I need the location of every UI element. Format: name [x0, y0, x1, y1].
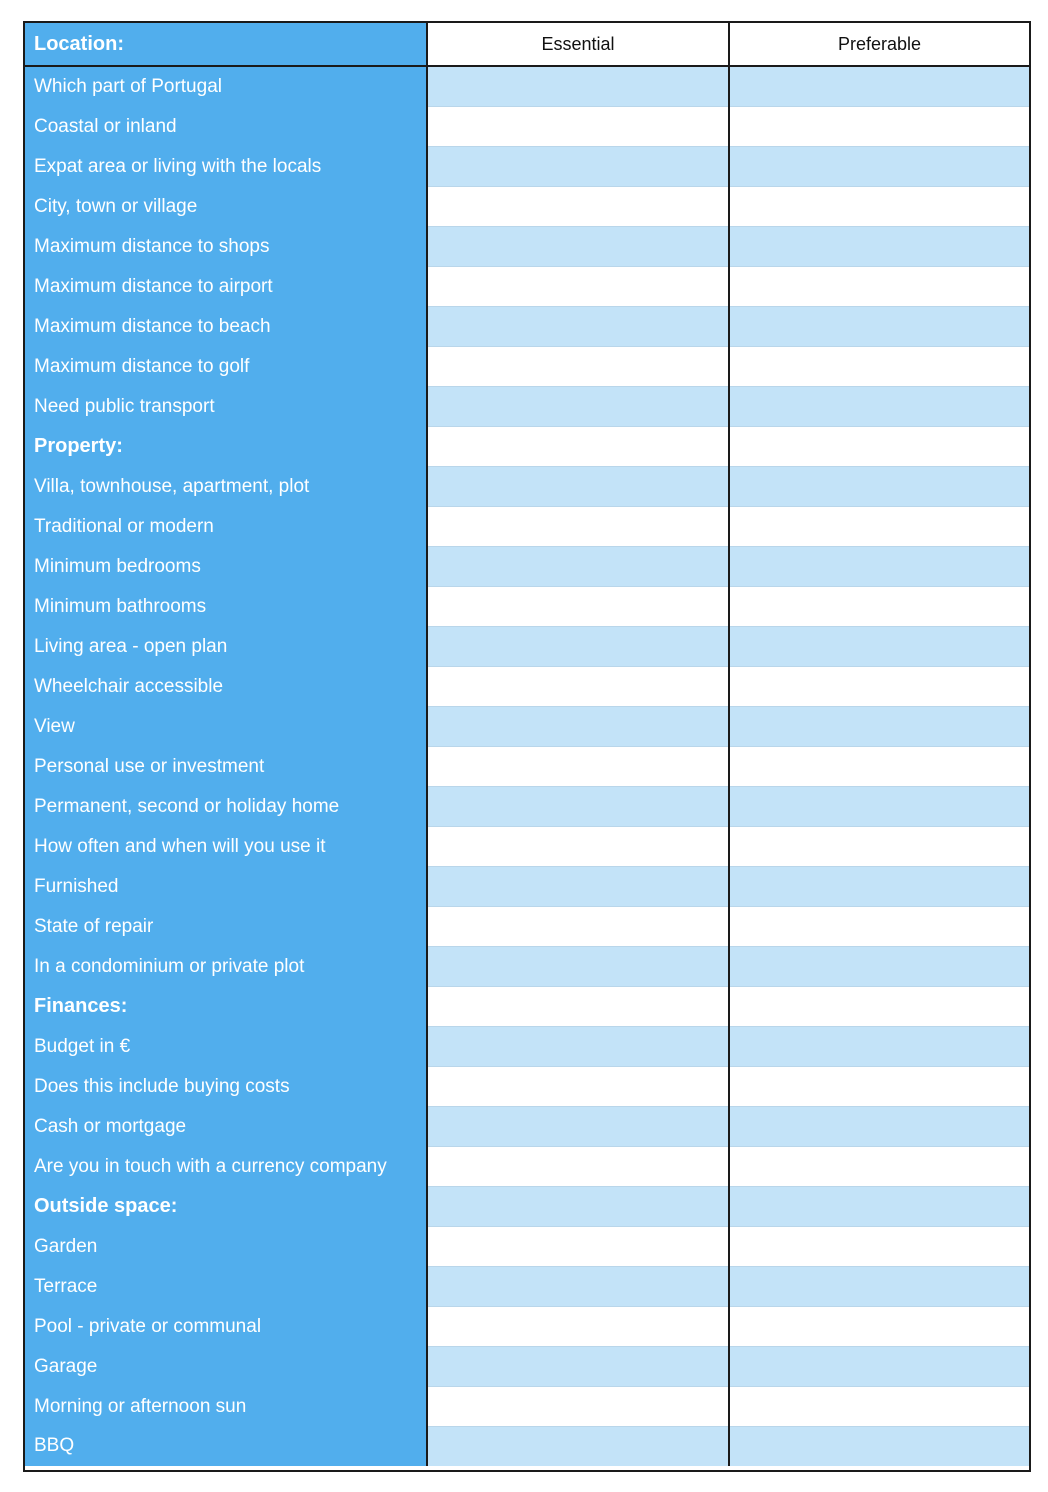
row-label: Wheelchair accessible [25, 667, 427, 707]
preferable-cell[interactable] [729, 307, 1029, 347]
essential-cell[interactable] [427, 827, 729, 867]
table-row [25, 747, 1029, 787]
essential-cell[interactable] [427, 66, 729, 107]
essential-cell[interactable] [427, 1027, 729, 1067]
essential-cell[interactable] [427, 1307, 729, 1347]
row-label: Garage [25, 1347, 427, 1387]
table-row [25, 1107, 1029, 1147]
row-label: How often and when will you use it [25, 827, 427, 867]
preferable-cell[interactable] [729, 747, 1029, 787]
header-row [25, 23, 1029, 66]
preferable-cell[interactable] [729, 347, 1029, 387]
preferable-cell[interactable] [729, 627, 1029, 667]
preferable-cell[interactable] [729, 987, 1029, 1027]
row-label: Need public transport [25, 387, 427, 427]
table-row [25, 627, 1029, 667]
table-row [25, 707, 1029, 747]
essential-cell[interactable] [427, 347, 729, 387]
row-label: Living area - open plan [25, 627, 427, 667]
preferable-cell[interactable] [729, 1267, 1029, 1307]
row-label: Maximum distance to shops [25, 227, 427, 267]
essential-cell[interactable] [427, 1427, 729, 1467]
table-row [25, 1147, 1029, 1187]
table-row [25, 387, 1029, 427]
section-heading-location: Location: [25, 23, 427, 66]
row-label: City, town or village [25, 187, 427, 227]
table-row [25, 467, 1029, 507]
row-label: Which part of Portugal [25, 66, 427, 107]
preferable-cell[interactable] [729, 587, 1029, 627]
preferable-cell[interactable] [729, 1347, 1029, 1387]
preferable-cell[interactable] [729, 1387, 1029, 1427]
table-row [25, 347, 1029, 387]
table-row [25, 1267, 1029, 1307]
row-label: Maximum distance to golf [25, 347, 427, 387]
table-row [25, 787, 1029, 827]
table-row [25, 227, 1029, 267]
preferable-cell[interactable] [729, 507, 1029, 547]
essential-cell[interactable] [427, 1347, 729, 1387]
row-label: Expat area or living with the locals [25, 147, 427, 187]
table-row [25, 187, 1029, 227]
preferable-cell[interactable] [729, 1307, 1029, 1347]
preferable-cell[interactable] [729, 707, 1029, 747]
essential-cell[interactable] [427, 227, 729, 267]
section-heading: Outside space: [25, 1187, 427, 1227]
essential-cell[interactable] [427, 587, 729, 627]
table-row [25, 667, 1029, 707]
checklist-body [25, 66, 1029, 1466]
preferable-cell[interactable] [729, 547, 1029, 587]
row-label: In a condominium or private plot [25, 947, 427, 987]
essential-cell[interactable] [427, 187, 729, 227]
table-row [25, 1227, 1029, 1267]
essential-cell[interactable] [427, 987, 729, 1027]
row-label: Traditional or modern [25, 507, 427, 547]
table-row [25, 267, 1029, 307]
preferable-cell[interactable] [729, 1227, 1029, 1267]
essential-cell[interactable] [427, 747, 729, 787]
essential-cell[interactable] [427, 427, 729, 467]
table-row [25, 947, 1029, 987]
checklist-table [25, 23, 1029, 1466]
preferable-cell[interactable] [729, 267, 1029, 307]
essential-cell[interactable] [427, 1227, 729, 1267]
essential-cell[interactable] [427, 1267, 729, 1307]
row-label: Minimum bathrooms [25, 587, 427, 627]
essential-cell[interactable] [427, 1107, 729, 1147]
row-label: Villa, townhouse, apartment, plot [25, 467, 427, 507]
row-label: Cash or mortgage [25, 1107, 427, 1147]
requirements-checklist [23, 21, 1031, 1472]
column-header-preferable: Preferable [729, 23, 1029, 66]
essential-cell[interactable] [427, 147, 729, 187]
preferable-cell[interactable] [729, 827, 1029, 867]
essential-cell[interactable] [427, 507, 729, 547]
essential-cell[interactable] [427, 307, 729, 347]
table-row [25, 1027, 1029, 1067]
row-label: View [25, 707, 427, 747]
column-header-essential: Essential [427, 23, 729, 66]
table-row [25, 66, 1029, 107]
row-label: Terrace [25, 1267, 427, 1307]
preferable-cell[interactable] [729, 907, 1029, 947]
section-row [25, 1187, 1029, 1227]
essential-cell[interactable] [427, 467, 729, 507]
table-row [25, 1387, 1029, 1427]
row-label: Are you in touch with a currency company [25, 1147, 427, 1187]
row-label: Personal use or investment [25, 747, 427, 787]
row-label: BBQ [25, 1427, 427, 1467]
essential-cell[interactable] [427, 547, 729, 587]
preferable-cell[interactable] [729, 667, 1029, 707]
essential-cell[interactable] [427, 107, 729, 147]
preferable-cell[interactable] [729, 147, 1029, 187]
preferable-cell[interactable] [729, 947, 1029, 987]
table-row [25, 307, 1029, 347]
essential-cell[interactable] [427, 947, 729, 987]
preferable-cell[interactable] [729, 1427, 1029, 1467]
row-label: Pool - private or communal [25, 1307, 427, 1347]
preferable-cell[interactable] [729, 66, 1029, 107]
preferable-cell[interactable] [729, 427, 1029, 467]
row-label: Furnished [25, 867, 427, 907]
table-row [25, 1307, 1029, 1347]
table-row [25, 827, 1029, 867]
preferable-cell[interactable] [729, 467, 1029, 507]
table-row [25, 907, 1029, 947]
table-row [25, 1427, 1029, 1467]
row-label: State of repair [25, 907, 427, 947]
row-label: Does this include buying costs [25, 1067, 427, 1107]
essential-cell[interactable] [427, 627, 729, 667]
row-label: Morning or afternoon sun [25, 1387, 427, 1427]
row-label: Garden [25, 1227, 427, 1267]
preferable-cell[interactable] [729, 1187, 1029, 1227]
preferable-cell[interactable] [729, 787, 1029, 827]
preferable-cell[interactable] [729, 1027, 1029, 1067]
table-row [25, 507, 1029, 547]
essential-cell[interactable] [427, 1187, 729, 1227]
table-row [25, 147, 1029, 187]
essential-cell[interactable] [427, 267, 729, 307]
table-row [25, 587, 1029, 627]
section-row [25, 987, 1029, 1027]
table-row [25, 1347, 1029, 1387]
section-heading: Property: [25, 427, 427, 467]
preferable-cell[interactable] [729, 1107, 1029, 1147]
essential-cell[interactable] [427, 387, 729, 427]
preferable-cell[interactable] [729, 227, 1029, 267]
section-row [25, 427, 1029, 467]
essential-cell[interactable] [427, 867, 729, 907]
table-row [25, 547, 1029, 587]
essential-cell[interactable] [427, 667, 729, 707]
row-label: Maximum distance to beach [25, 307, 427, 347]
table-row [25, 1067, 1029, 1107]
essential-cell[interactable] [427, 707, 729, 747]
preferable-cell[interactable] [729, 187, 1029, 227]
essential-cell[interactable] [427, 907, 729, 947]
row-label: Budget in € [25, 1027, 427, 1067]
essential-cell[interactable] [427, 1387, 729, 1427]
row-label: Maximum distance to airport [25, 267, 427, 307]
preferable-cell[interactable] [729, 1067, 1029, 1107]
preferable-cell[interactable] [729, 387, 1029, 427]
preferable-cell[interactable] [729, 1147, 1029, 1187]
essential-cell[interactable] [427, 1147, 729, 1187]
essential-cell[interactable] [427, 787, 729, 827]
preferable-cell[interactable] [729, 107, 1029, 147]
table-row [25, 107, 1029, 147]
row-label: Minimum bedrooms [25, 547, 427, 587]
table-row [25, 867, 1029, 907]
essential-cell[interactable] [427, 1067, 729, 1107]
row-label: Permanent, second or holiday home [25, 787, 427, 827]
row-label: Coastal or inland [25, 107, 427, 147]
section-heading: Finances: [25, 987, 427, 1027]
preferable-cell[interactable] [729, 867, 1029, 907]
